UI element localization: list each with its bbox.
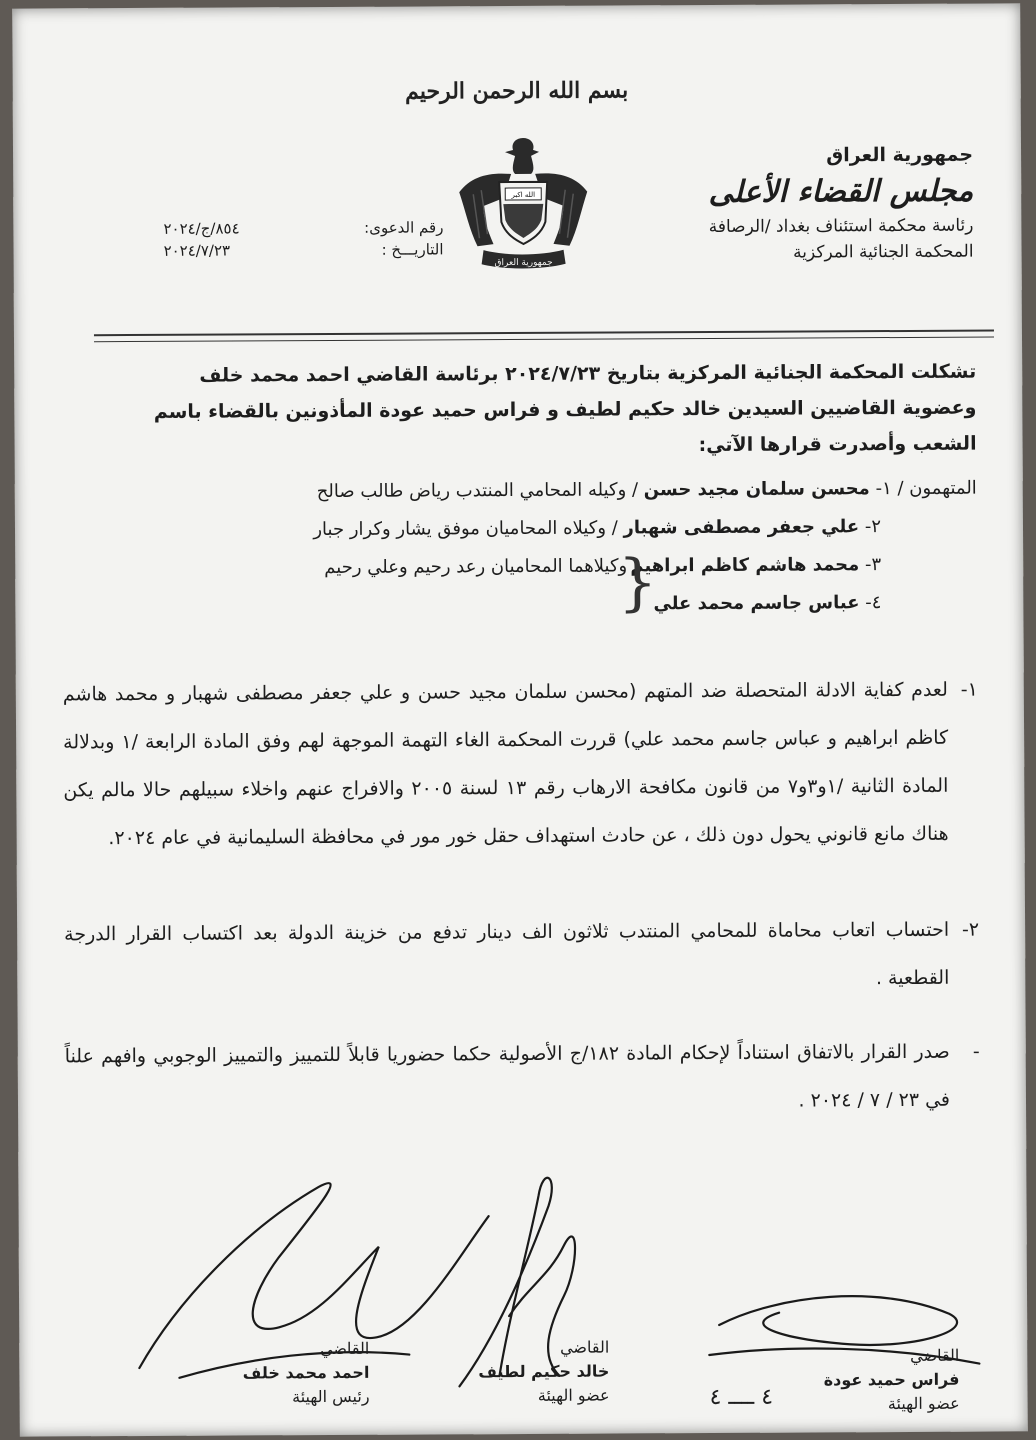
header-divider-top	[94, 330, 994, 337]
council-name: مجلس القضاء الأعلى	[708, 173, 974, 211]
header-right-block	[653, 144, 974, 267]
signature-role: رئيس الهيئة	[292, 1386, 370, 1407]
signature-member-judge-1	[459, 1336, 609, 1409]
decision-number: ٢-	[961, 918, 980, 941]
header-left-block	[163, 216, 443, 261]
decision-date: ٢٠٢٤/٧/٢٣	[163, 241, 231, 260]
intro-line-2: وعضوية القاضيين السيدين خالد حكيم لطيف و فراس حميد عودة المأذونين بالقضاء باسم	[153, 396, 977, 423]
defendants-label: المتهمون /	[897, 477, 977, 500]
decision-item-2	[64, 906, 979, 1007]
defendants-section	[77, 474, 978, 629]
defendant-row-2	[313, 516, 881, 540]
signature-title: القاضي	[320, 1338, 370, 1359]
presidency-name: رئاسة محكمة استئناف بغداد /الرصافة	[708, 215, 974, 238]
signature-title: القاضي	[560, 1337, 610, 1357]
signature-title: القاضي	[910, 1345, 960, 1365]
defendant-name: علي جعفر مصطفى شهبار	[623, 516, 860, 539]
decision-text: لعدم كفاية الادلة المتحصلة ضد المتهم (محسن سلمان مجيد حسن و علي جعفر مصطفى شهبار و محمد هاشم كاظم ابراهيم و عباس جاسم محمد علي) قررت المحكمة الغاء التهمة الموجهة لهم وفق المادة الرابعة /١ وبدلالة المادة الثانية /١و٣و٧ من قانون مكافحة الارهاب رقم ١٣ لسنة ٢٠٠٥ والافراج عنهم واخلاء سبيلهم حالا مالم يكن هناك مانع قانوني يحول دون ذلك ، عن حادث استهداف حقل خور مور في محافظة السليمانية في عام ٢٠٢٤.	[62, 678, 949, 850]
court-name: المحكمة الجنائية المركزية	[793, 241, 974, 263]
signature-presiding-judge	[169, 1337, 369, 1410]
emblem-top-text: الله اكبر	[511, 190, 536, 200]
defendant-lawyer: / وكيلاه المحاميان موفق يشار وكرار جبار	[313, 517, 618, 541]
intro-paragraph	[76, 354, 977, 467]
country-name: جمهورية العراق	[826, 143, 974, 167]
defendant-row-1	[317, 478, 977, 502]
signature-role: عضو الهيئة	[887, 1393, 960, 1414]
defendant-number: ١-	[875, 478, 892, 500]
document-page	[12, 3, 1027, 1436]
intro-line-3: الشعب وأصدرت قرارها الآتي:	[698, 432, 977, 457]
case-number: ٨٥٤/ج/٢٠٢٤	[163, 219, 240, 238]
defendant-number: ٤-	[865, 592, 882, 614]
defendant-row-4	[653, 592, 881, 614]
decision-item-1	[63, 666, 979, 863]
basmala: بسم الله الرحمن الرحيم	[405, 77, 629, 105]
defendant-lawyer: / وكيله المحامي المنتدب رياض طالب صالح	[316, 479, 639, 503]
decision-text: صدر القرار بالاتفاق استناداً لإحكام المادة ١٨٢/ج الأصولية حكما حضوريا قابلاً للتمييز والتمييز الوجوبي وافهم علناً في ٢٣ / ٧ / ٢٠٢٤ .	[64, 1040, 951, 1112]
decision-text: احتساب اتعاب محاماة للمحامي المنتدب ثلاثون الف دينار تدفع من خزينة الدولة بعد اكتساب القرار الدرجة القطعية .	[64, 918, 950, 990]
defendant-name: محسن سلمان مجيد حسن	[643, 478, 870, 501]
signature-member-judge-2	[809, 1344, 959, 1417]
signature-name: احمد محمد خلف	[242, 1362, 370, 1383]
case-number-label: رقم الدعوى:	[364, 218, 444, 237]
decision-number: ١-	[960, 678, 978, 701]
date-label: التاريـــخ :	[381, 240, 444, 259]
defendant-name: عباس جاسم محمد علي	[653, 592, 860, 615]
defendant-number: ٢-	[864, 516, 882, 538]
grouping-brace: {	[617, 545, 658, 619]
shared-lawyers: وكيلاهما المحاميان رعد رحيم وعلي رحيم	[324, 555, 628, 579]
signature-name: فراس حميد عودة	[823, 1369, 960, 1390]
iraq-eagle-emblem	[453, 134, 594, 275]
decision-number: -	[972, 1040, 980, 1063]
signature-role: عضو الهيئة	[537, 1385, 610, 1405]
decision-item-final	[65, 1028, 980, 1129]
header-divider-bottom	[94, 337, 994, 343]
defendant-name: محمد هاشم كاظم ابراهيم	[630, 554, 860, 577]
defendant-number: ٣-	[864, 554, 882, 576]
defendant-row-3	[630, 554, 881, 576]
emblem-bottom-text: جمهورية العراق	[494, 257, 553, 269]
page-number: ٤ ــــ ٤	[709, 1384, 774, 1411]
signature-name: خالد حكيم لطيف	[478, 1361, 610, 1382]
intro-line-1: تشكلت المحكمة الجنائية المركزية بتاريخ ٢٠٢٤/٧/٢٣ برئاسة القاضي احمد محمد خلف	[199, 360, 977, 387]
